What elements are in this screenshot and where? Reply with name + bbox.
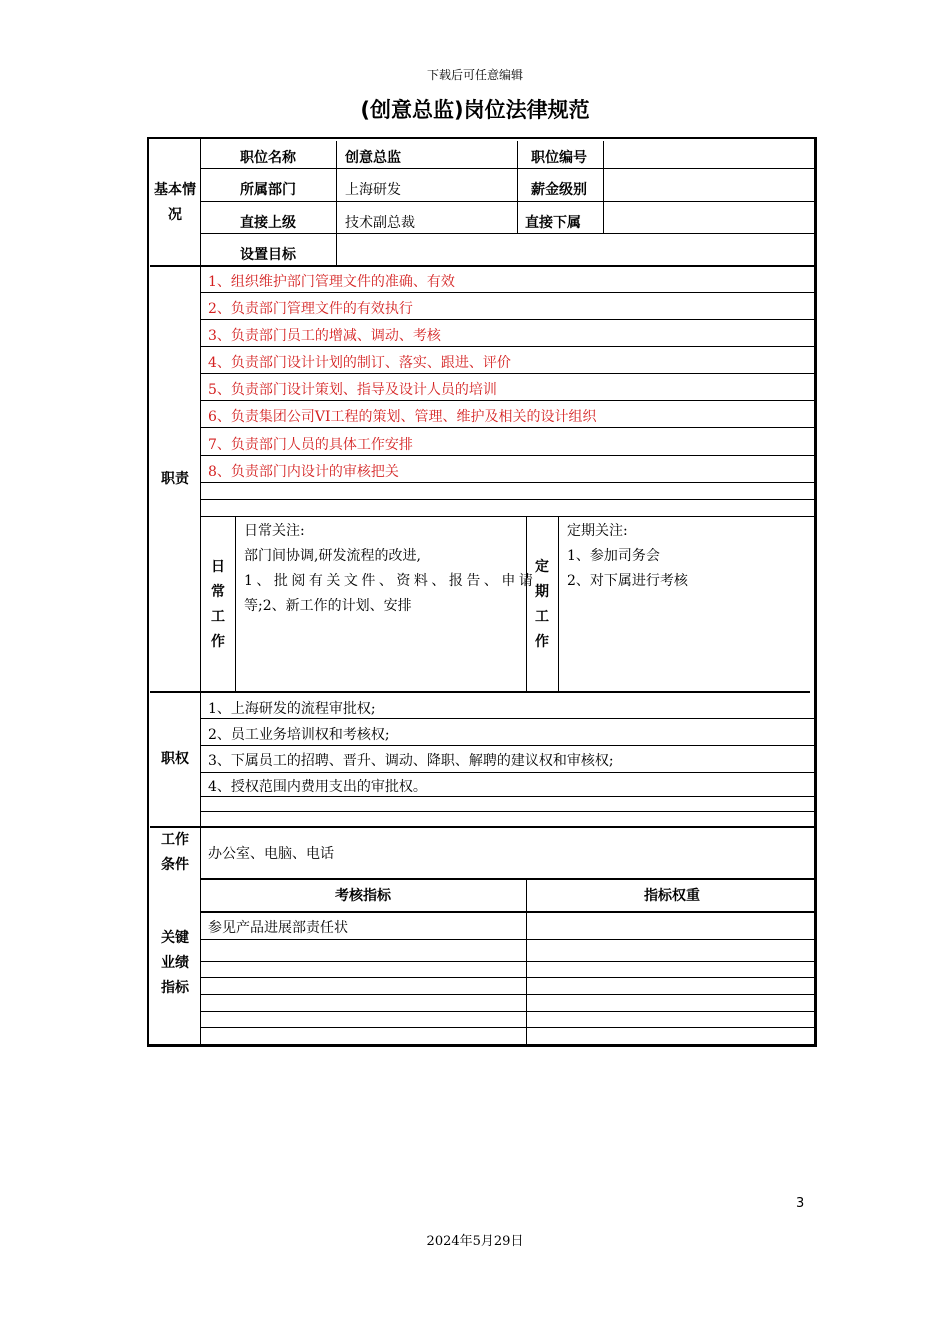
- row-line: [200, 1027, 815, 1028]
- footer-date: 2024年5月29日: [426, 1234, 524, 1249]
- superior-value: 技术副总裁: [345, 215, 415, 231]
- row-line: [200, 400, 815, 401]
- row-line: [200, 994, 815, 995]
- row-line: [200, 482, 815, 483]
- position-name-value: 创意总监: [345, 150, 401, 166]
- authority-item: 1、上海研发的流程审批权;: [208, 701, 376, 717]
- row-line: [200, 168, 815, 169]
- section-authority: 职权: [161, 751, 189, 767]
- daily-work-label: 日常工作: [211, 559, 225, 650]
- goal-label: 设置目标: [240, 247, 296, 263]
- authority-item: 4、授权范围内费用支出的审批权。: [208, 779, 427, 795]
- row-line: [200, 427, 815, 428]
- section-basic: 基本情况: [154, 182, 196, 223]
- duty-item: 3、负责部门员工的增减、调动、考核: [208, 328, 441, 344]
- duty-item: 6、负责集团公司VI工程的策划、管理、维护及相关的设计组织: [208, 409, 597, 425]
- section-line: [150, 826, 815, 828]
- salary-label: 薪金级别: [531, 182, 587, 198]
- duty-item: 5、负责部门设计策划、指导及设计人员的培训: [208, 382, 497, 398]
- superior-label: 直接上级: [240, 215, 296, 231]
- row-line: [200, 233, 815, 234]
- row-line: [200, 201, 815, 202]
- conditions-value: 办公室、电脑、电话: [208, 846, 334, 862]
- dept-label: 所属部门: [240, 182, 296, 198]
- section-line: [150, 265, 815, 267]
- col-line: [558, 516, 559, 692]
- row-line: [200, 319, 815, 320]
- col-line: [336, 141, 337, 266]
- section-kpi: 关键业绩指标: [161, 930, 189, 996]
- row-line: [200, 939, 815, 940]
- duty-item: 1、组织维护部门管理文件的准确、有效: [208, 274, 455, 290]
- row-line: [200, 745, 815, 746]
- subordinate-label: 直接下属: [525, 215, 581, 231]
- row-line: [200, 499, 815, 500]
- position-no-label: 职位编号: [531, 150, 587, 166]
- section-line: [150, 691, 810, 693]
- row-line: [200, 718, 815, 719]
- duty-item: 8、负责部门内设计的审核把关: [208, 464, 399, 480]
- row-line: [200, 977, 815, 978]
- document-title: (创意总监)岗位法律规范: [360, 98, 590, 122]
- row-line: [200, 373, 815, 374]
- row-line: [200, 811, 815, 812]
- row-line: [200, 911, 815, 913]
- kpi-weight-header: 指标权重: [644, 888, 700, 904]
- periodic-work-text: 定期关注: 1、参加司务会 2、对下属进行考核: [567, 523, 688, 589]
- col-line: [517, 141, 518, 233]
- kpi-row: 参见产品进展部责任状: [208, 920, 348, 936]
- header-note: 下载后可任意编辑: [426, 68, 523, 82]
- page-number: 3: [796, 1196, 805, 1211]
- periodic-work-label: 定期工作: [535, 559, 549, 650]
- row-line: [200, 455, 815, 456]
- duty-item: 7、负责部门人员的具体工作安排: [208, 437, 413, 453]
- row-line: [200, 292, 815, 293]
- row-line: [200, 516, 815, 517]
- authority-item: 2、员工业务培训权和考核权;: [208, 727, 390, 743]
- section-line: [200, 878, 815, 880]
- dept-value: 上海研发: [345, 182, 401, 198]
- section-duties: 职责: [161, 471, 189, 487]
- section-conditions: 工作条件: [161, 832, 189, 873]
- position-name-label: 职位名称: [240, 150, 296, 166]
- row-line: [200, 772, 815, 773]
- authority-item: 3、下属员工的招聘、晋升、调动、降职、解聘的建议权和审核权;: [208, 753, 614, 769]
- row-line: [200, 1011, 815, 1012]
- duty-item: 4、负责部门设计计划的制订、落实、跟进、评价: [208, 355, 511, 371]
- duty-item: 2、负责部门管理文件的有效执行: [208, 301, 413, 317]
- row-line: [200, 961, 815, 962]
- col-line: [603, 141, 604, 233]
- col-line: [235, 516, 236, 692]
- row-line: [200, 346, 815, 347]
- daily-work-text: 日常关注: 部门间协调,研发流程的改进, 1、批阅有关文件、资料、报告、申请 等;2、新工作的计划、安排: [244, 523, 537, 614]
- kpi-col-header: 考核指标: [335, 888, 391, 904]
- row-line: [200, 796, 815, 797]
